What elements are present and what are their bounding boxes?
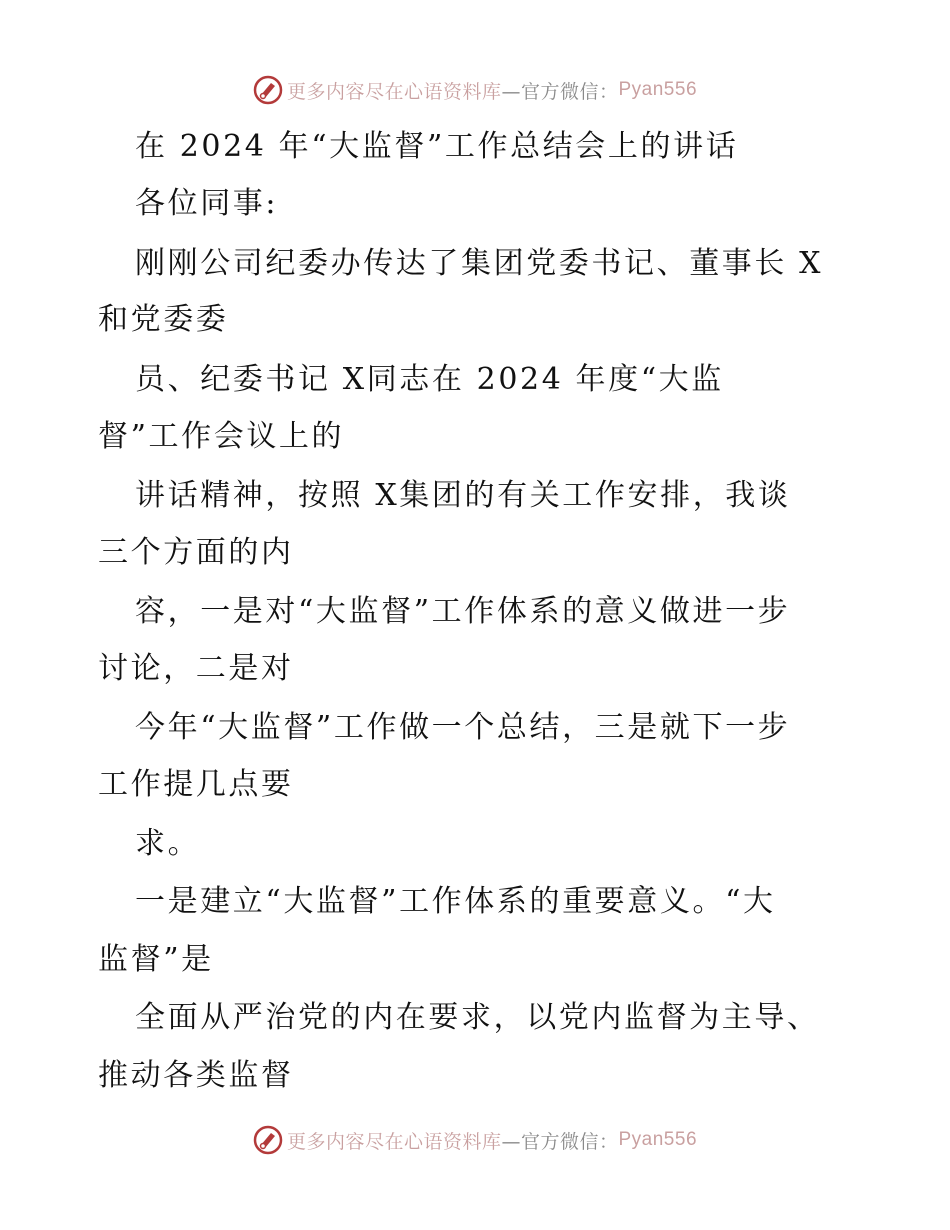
body-line: 求。 [135,826,201,861]
logo-icon [253,1125,283,1155]
body-line: 一是建立“大监督”工作体系的重要意义。“大 [135,884,776,919]
banner-site-text: 更多内容尽在心语资料库 [286,80,502,103]
footer-banner [0,1120,950,1160]
header-banner [0,70,950,110]
body-line: 监督”是 [98,942,214,977]
body-line: 员、纪委书记 X同志在 2024 年度“大监 [135,362,724,397]
body-line: 推动各类监督 [98,1058,294,1093]
body-line: 刚刚公司纪委办传达了集团党委书记、董事长 X [135,246,824,281]
banner-site-text: 更多内容尽在心语资料库 [286,1130,502,1153]
body-line: 容，一是对“大监督”工作体系的意义做进一步 [135,594,791,629]
body-line: 全面从严治党的内在要求，以党内监督为主导、 [135,1000,820,1035]
body-line: 和党委委 [98,302,229,337]
banner-wechat-id: Pyan556 [618,79,698,100]
banner-wechat-label: —官方微信： [501,80,619,103]
body-line: 讲话精神，按照 X集团的有关工作安排，我谈 [135,478,791,513]
body-line: 今年“大监督”工作做一个总结，三是就下一步 [135,710,791,745]
body-line: 督”工作会议上的 [98,419,345,454]
salutation: 各位同事: [135,186,279,221]
body-line: 讨论，二是对 [98,651,294,686]
body-line: 三个方面的内 [98,535,294,570]
banner-wechat-id: Pyan556 [618,1129,698,1150]
logo-icon [253,75,283,105]
banner-wechat-label: —官方微信： [501,1130,619,1153]
document-title: 在 2024 年“大监督”工作总结会上的讲话 [135,129,739,164]
body-line: 工作提几点要 [98,767,294,802]
